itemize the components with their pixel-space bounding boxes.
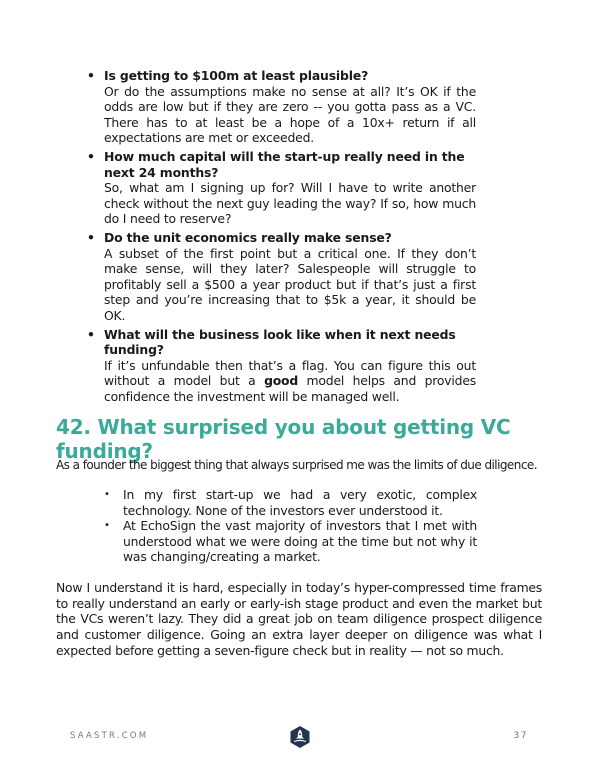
bullet-icon: • (87, 326, 95, 342)
question-title: What will the business look like when it next needs funding? (104, 326, 456, 358)
vc-questions-list (87, 68, 477, 407)
body-text: If it’s unfundable then that’s a flag. You can figure this out without a model but a (104, 357, 476, 389)
point-text: In my first start-up we had a very exotic, complex technology. None of the investors ever understood it. (123, 487, 477, 518)
list-item (104, 518, 477, 565)
section-heading: 42. What surprised you about getting VC funding? (56, 415, 511, 463)
bullet-icon: • (87, 229, 95, 245)
closing-paragraph: Now I understand it is hard, especially in today’s hyper-compressed time frames to really understand an early or early-ish stage product and even the market but the VCs weren’t lazy. They did a great job on team diligence prospect diligence and customer diligence. Going an extra layer deeper on diligence was what I expected before getting a seven-figure check but in reality — not so much. (56, 580, 542, 658)
bullet-icon: • (87, 148, 95, 164)
question-body (104, 358, 476, 405)
body-text: model helps and provides confidence the investment will be managed well. (104, 373, 477, 404)
list-item (87, 326, 477, 405)
footer-site-link[interactable]: SAASTR.COM (70, 731, 149, 741)
question-body: So, what am I signing up for? Will I have to write another check without the next guy leading the way? If so, how much do I need to reserve? (104, 180, 476, 227)
bullet-icon: • (104, 520, 110, 532)
list-item (104, 487, 477, 518)
intro-paragraph: As a founder the biggest thing that always surprised me was the limits of due diligence. (56, 458, 537, 472)
question-title: Is getting to $100m at least plausible? (104, 68, 369, 83)
bullet-icon: • (87, 68, 95, 83)
point-text: At EchoSign the vast majority of investors that I met with understood what we were doing at the time but not why it was changing/creating a market. (123, 518, 477, 565)
bullet-icon: • (104, 489, 110, 500)
saastr-rocket-hexagon-icon (290, 726, 310, 748)
question-body: Or do the assumptions make no sense at all? It’s OK if the odds are low but if they are zero -- you gotta pass as a VC. There has to at least be a hope of a 10x+ return if all expectations are met or exceeded. (104, 83, 476, 146)
surprise-points-list (104, 487, 477, 565)
list-item (87, 229, 476, 324)
page-number: 37 (513, 731, 528, 741)
emphasis-text: good (264, 373, 299, 389)
question-title: How much capital will the start-up really need in the next 24 months? (104, 148, 465, 180)
list-item (87, 148, 476, 227)
question-body: A subset of the first point but a critical one. If they don’t make sense, will they later? Salespeople will struggle to profitably sell a $500 a year product but if that’s just a first step and you’re increasing that to $5k a year, it should be OK. (104, 245, 476, 323)
list-item (87, 68, 476, 146)
question-title: Do the unit economics really make sense? (104, 229, 392, 245)
